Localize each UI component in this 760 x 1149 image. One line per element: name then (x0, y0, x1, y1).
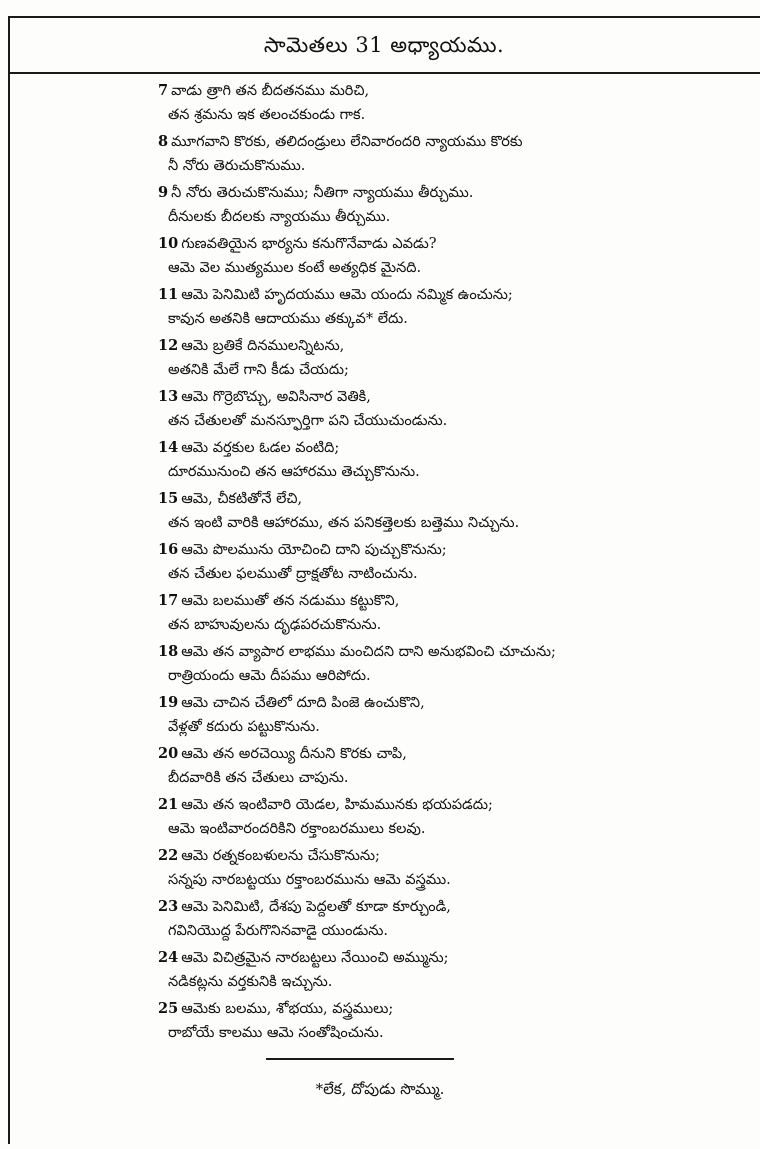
verse-line-1 (158, 233, 436, 255)
verse-line-2: దూరమునుంచి తన ఆహారము తెచ్చుకొనును. (168, 464, 420, 480)
verse-text: ఆమె పొలమును యోచించి దాని పుచ్చుకొనును; (181, 542, 447, 558)
verse-number: 11 (158, 286, 179, 303)
verse-line-1 (158, 590, 399, 612)
verse-line-2: తన బాహువులను దృఢపరచుకొనును. (168, 617, 382, 633)
verse-24 (150, 947, 750, 998)
verse-14 (150, 437, 750, 488)
page-header (8, 16, 760, 74)
verse-line-2: రాత్రియందు ఆమె దీపము ఆరిపోదు. (168, 668, 371, 684)
verse-line-1 (158, 182, 473, 204)
verse-number: 23 (158, 898, 179, 915)
verse-17 (150, 590, 750, 641)
chapter-title: సామెతలు 31 అధ్యాయము. (263, 33, 505, 57)
verse-line-1 (158, 488, 302, 510)
verse-7 (150, 80, 750, 131)
verse-number: 25 (158, 1000, 179, 1017)
verse-line-2: దీనులకు బీదలకు న్యాయము తీర్చుము. (168, 209, 391, 225)
verse-10 (150, 233, 750, 284)
verse-18 (150, 641, 750, 692)
verse-line-1 (158, 998, 393, 1020)
verse-line-1 (158, 947, 449, 969)
verse-25 (150, 998, 750, 1049)
verse-line-1 (158, 743, 407, 765)
verse-number: 14 (158, 439, 179, 456)
verse-number: 18 (158, 643, 179, 660)
verse-line-2: నీ నోరు తెరుచుకొనుము. (168, 158, 306, 174)
verse-8 (150, 131, 750, 182)
verse-line-2: సన్నపు నారబట్టయు రక్తాంబరమును ఆమె వస్త్రము. (168, 872, 451, 888)
verse-line-2: తన ఇంటి వారికి ఆహారము, తన పనికత్తెలకు బత్తెము నిచ్చును. (168, 515, 520, 531)
verse-number: 21 (158, 796, 179, 813)
verse-text: ఆమె బ్రతికే దినములన్నిటను, (181, 338, 345, 354)
verse-20 (150, 743, 750, 794)
verse-line-1 (158, 896, 451, 918)
verse-text: ఆమె, చీకటితోనే లేచి, (181, 491, 303, 507)
verse-text: నీ నోరు తెరుచుకొనుము; నీతిగా న్యాయము తీర్చుము. (171, 185, 474, 201)
verse-number: 12 (158, 337, 179, 354)
verse-line-1 (158, 641, 556, 663)
verse-list (150, 80, 750, 1049)
verse-text: ఆమె తన ఇంటివారి యెడల, హిమమునకు భయపడదు; (181, 797, 493, 813)
verse-text: ఆమె వర్తకుల ఓడల వంటిది; (181, 440, 340, 456)
verse-text: గుణవతియైన భార్యను కనుగొనేవాడు ఎవడు? (181, 236, 437, 252)
verse-text: ఆమె విచిత్రమైన నారబట్టలు నేయించి అమ్మును; (181, 950, 449, 966)
verse-number: 10 (158, 235, 179, 252)
verse-line-2: బీదవారికి తన చేతులు చాపును. (168, 770, 349, 786)
verse-12 (150, 335, 750, 386)
verse-line-2: కావున అతనికి ఆదాయము తక్కువ* లేదు. (168, 311, 408, 327)
verse-line-1 (158, 284, 513, 306)
verse-19 (150, 692, 750, 743)
verse-line-1 (158, 131, 522, 153)
verse-text: ఆమె చాచిన చేతిలో దూది పింజె ఉంచుకొని, (181, 695, 425, 711)
verse-number: 15 (158, 490, 179, 507)
verse-line-1 (158, 335, 344, 357)
verse-13 (150, 386, 750, 437)
verse-line-2: ఆమె ఇంటివారందరికిని రక్తాంబరములు కలవు. (168, 821, 426, 837)
verse-line-2: రాబోయే కాలము ఆమె సంతోషించును. (168, 1025, 384, 1041)
verse-text: వాడు త్రాగి తన బీదతనము మరిచి, (171, 83, 370, 99)
verse-number: 24 (158, 949, 179, 966)
verse-line-2: తన చేతుల ఫలముతో ద్రాక్షతోట నాటించును. (168, 566, 418, 582)
verse-line-2: ఆమె వెల ముత్యముల కంటే అత్యధిక మైనది. (168, 260, 422, 276)
verse-line-2: వేళ్లతో కదురు పట్టుకొనును. (168, 719, 320, 735)
verse-number: 16 (158, 541, 179, 558)
verse-line-2: తన శ్రమను ఇక తలంచకుండు గాక. (168, 107, 366, 123)
verse-line-1 (158, 386, 371, 408)
verse-line-1 (158, 539, 447, 561)
verse-text: ఆమె తన అరచెయ్యి దీనుని కొరకు చాపి, (181, 746, 407, 762)
verse-22 (150, 845, 750, 896)
verse-line-2: నడికట్లను వర్తకునికి ఇచ్చును. (168, 974, 333, 990)
verse-number: 17 (158, 592, 179, 609)
verse-text: ఆమె గొర్రెబొచ్చు, అవిసినార వెతికి, (181, 389, 371, 405)
verse-text: ఆమెకు బలము, శోభయు, వస్త్రములు; (181, 1001, 394, 1017)
verse-number: 7 (158, 82, 169, 99)
verse-line-1 (158, 845, 380, 867)
verse-number: 9 (158, 184, 169, 201)
verse-21 (150, 794, 750, 845)
verse-11 (150, 284, 750, 335)
left-margin-rule (8, 16, 10, 1144)
verse-text: ఆమె బలముతో తన నడుము కట్టుకొని, (181, 593, 400, 609)
verse-number: 22 (158, 847, 179, 864)
verse-line-2: అతనికి మేలే గాని కీడు చేయదు; (168, 362, 349, 378)
verse-text: ఆమె పెనిమిటి హృదయము ఆమె యందు నమ్మిక ఉంచును; (181, 287, 513, 303)
verse-text: ఆమె పెనిమిటి, దేశపు పెద్దలతో కూడా కూర్చుండి, (181, 899, 451, 915)
verse-number: 19 (158, 694, 179, 711)
verse-line-1 (158, 692, 425, 714)
verse-15 (150, 488, 750, 539)
verse-number: 20 (158, 745, 179, 762)
verse-number: 13 (158, 388, 179, 405)
verse-16 (150, 539, 750, 590)
verse-line-1 (158, 80, 369, 102)
verse-number: 8 (158, 133, 169, 150)
verse-line-1 (158, 437, 339, 459)
verse-23 (150, 896, 750, 947)
footnote-rule (266, 1058, 454, 1060)
footnote: *లేక, దోపుడు సొమ్ము. (315, 1080, 445, 1098)
verse-line-2: తన చేతులతో మనస్ఫూర్తిగా పని చేయుచుండును. (168, 413, 448, 429)
verse-line-1 (158, 794, 493, 816)
verse-text: ఆమె రత్నకంబళులను చేసుకొనును; (181, 848, 380, 864)
verse-text: ఆమె తన వ్యాపార లాభము మంచిదని దాని అనుభవించి చూచును; (181, 644, 556, 660)
verse-line-2: గవినియొద్ద పేరుగొనినవాడై యుండును. (168, 923, 389, 939)
verse-9 (150, 182, 750, 233)
verse-text: మూగవాని కొరకు, తలిదండ్రులు లేనివారందరి న్యాయము కొరకు (171, 134, 523, 150)
